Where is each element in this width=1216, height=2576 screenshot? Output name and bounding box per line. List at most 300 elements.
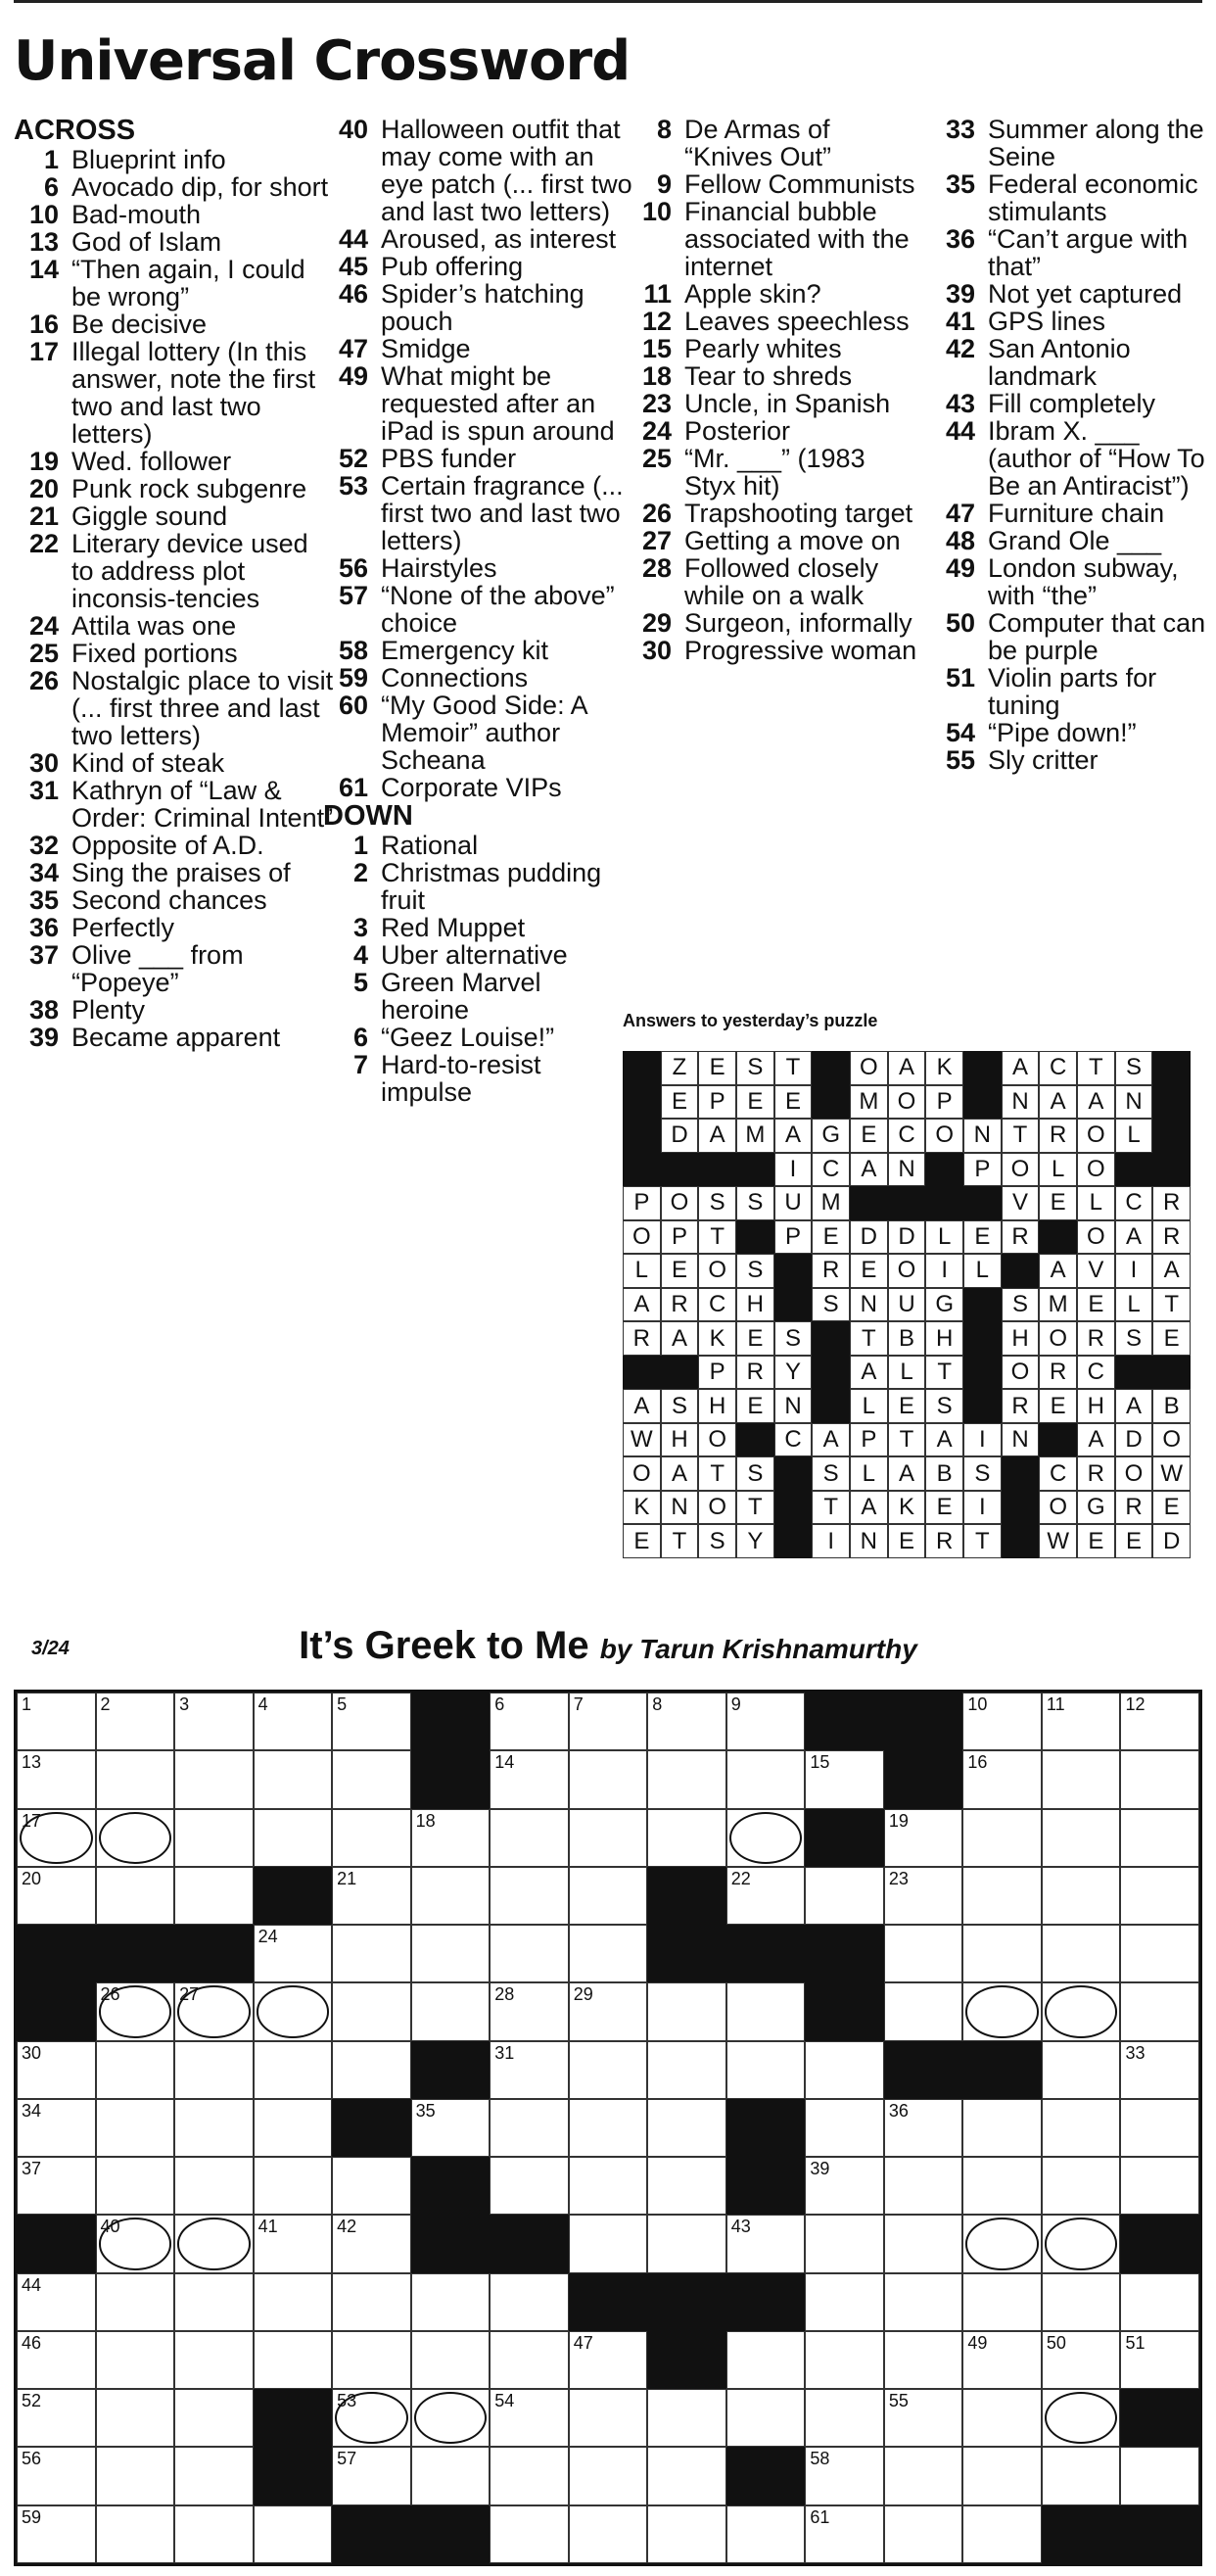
grid-cell[interactable] [332, 2389, 411, 2447]
grid-cell[interactable] [96, 1982, 175, 2040]
grid-cell[interactable] [411, 1982, 491, 2040]
clue-number: 23 [641, 389, 672, 418]
grid-cell[interactable] [805, 2389, 884, 2447]
clue-number: 39 [28, 1023, 59, 1052]
grid-cell[interactable] [490, 2389, 569, 2447]
cell-number: 57 [337, 2449, 357, 2469]
grid-cell[interactable] [17, 2099, 96, 2157]
grid-cell[interactable] [490, 2273, 569, 2331]
grid-cell[interactable] [490, 2447, 569, 2504]
grid-cell[interactable] [490, 1693, 569, 1750]
answer-cell: Z [661, 1051, 699, 1085]
down-clue [627, 308, 920, 335]
grid-cell[interactable] [647, 2389, 726, 2447]
grid-cell[interactable] [1120, 2099, 1199, 2157]
cell-number: 49 [967, 2332, 988, 2353]
grid-cell[interactable] [962, 2157, 1042, 2215]
clue-number: 8 [656, 115, 672, 144]
grid-cell[interactable] [1042, 1925, 1121, 1982]
grid-cell[interactable] [1042, 2157, 1121, 2215]
grid-cell[interactable] [174, 1809, 254, 1867]
grid-cell[interactable] [490, 2331, 569, 2389]
answer-black-square [736, 1423, 774, 1457]
black-square [805, 1925, 884, 1982]
grid-cell[interactable] [726, 1693, 806, 1750]
grid-cell[interactable] [647, 1750, 726, 1808]
grid-cell[interactable] [17, 1867, 96, 1925]
answer-cell: E [661, 1085, 699, 1120]
across-clue [14, 448, 337, 475]
black-square [569, 2273, 648, 2331]
grid-cell[interactable] [17, 2273, 96, 2331]
grid-cell[interactable] [332, 2331, 411, 2389]
grid-cell[interactable] [17, 2331, 96, 2389]
grid-cell[interactable] [884, 2389, 963, 2447]
answer-cell: L [888, 1356, 926, 1390]
cell-number: 8 [652, 1694, 663, 1714]
grid-cell[interactable] [805, 2041, 884, 2099]
grid-cell[interactable] [96, 2389, 175, 2447]
grid-cell[interactable] [254, 2041, 333, 2099]
grid-cell[interactable] [726, 2331, 806, 2389]
grid-cell[interactable] [490, 1809, 569, 1867]
clue-number: 9 [656, 169, 672, 199]
clue-number: 24 [641, 416, 672, 446]
down-clue [930, 390, 1209, 417]
grid-cell[interactable] [805, 1750, 884, 1808]
grid-cell[interactable] [884, 1925, 963, 1982]
grid-cell[interactable] [490, 1925, 569, 1982]
grid-cell[interactable] [254, 2099, 333, 2157]
puzzle-date: 3/24 [31, 1638, 70, 1659]
puzzle-title: It’s Greek to Me [299, 1624, 589, 1667]
down-clue [930, 170, 1209, 225]
clue-number: 15 [641, 334, 672, 363]
grid-cell[interactable] [411, 2331, 491, 2389]
answer-cell: T [661, 1524, 699, 1558]
grid-cell[interactable] [411, 2389, 491, 2447]
grid-cell[interactable] [805, 2157, 884, 2215]
clue-number: 5 [352, 968, 368, 997]
grid-cell[interactable] [254, 2505, 333, 2563]
grid-cell[interactable] [174, 2331, 254, 2389]
grid-cell[interactable] [1120, 1925, 1199, 1982]
cell-number: 10 [967, 1694, 988, 1714]
cell-number: 52 [22, 2391, 42, 2411]
grid-cell[interactable] [254, 2331, 333, 2389]
grid-cell[interactable] [726, 1750, 806, 1808]
grid-cell[interactable] [569, 2157, 648, 2215]
grid-cell[interactable] [96, 2447, 175, 2504]
grid-cell[interactable] [1120, 1867, 1199, 1925]
grid-cell[interactable] [1120, 1750, 1199, 1808]
grid-cell[interactable] [962, 2447, 1042, 2504]
crossword-grid[interactable] [14, 1690, 1202, 2566]
grid-cell[interactable] [411, 2273, 491, 2331]
clue-number: 3 [352, 913, 368, 942]
grid-cell[interactable] [569, 1750, 648, 1808]
grid-cell[interactable] [884, 2099, 963, 2157]
across-clue [14, 914, 337, 941]
grid-cell[interactable] [332, 2041, 411, 2099]
clue-number: 61 [338, 773, 368, 802]
down-clue [323, 941, 636, 969]
answer-black-square [812, 1321, 850, 1356]
grid-cell[interactable] [647, 2157, 726, 2215]
answer-cell: N [1002, 1423, 1040, 1457]
answer-black-square [963, 1186, 1002, 1220]
grid-cell[interactable] [490, 1867, 569, 1925]
grid-cell[interactable] [884, 2331, 963, 2389]
answer-cell: D [1152, 1524, 1191, 1558]
grid-cell[interactable] [1042, 2331, 1121, 2389]
grid-cell[interactable] [1120, 2041, 1199, 2099]
grid-cell[interactable] [174, 1750, 254, 1808]
grid-cell[interactable] [647, 2099, 726, 2157]
grid-cell[interactable] [254, 1750, 333, 1808]
grid-cell[interactable] [962, 1925, 1042, 1982]
answer-cell: A [812, 1423, 850, 1457]
grid-cell[interactable] [805, 2099, 884, 2157]
grid-cell[interactable] [569, 2389, 648, 2447]
grid-cell[interactable] [254, 1809, 333, 1867]
grid-cell[interactable] [17, 1809, 96, 1867]
black-square [884, 1750, 963, 1808]
grid-cell[interactable] [490, 2505, 569, 2563]
grid-cell[interactable] [174, 2157, 254, 2215]
grid-cell[interactable] [254, 2157, 333, 2215]
grid-cell[interactable] [726, 1809, 806, 1867]
grid-cell[interactable] [1120, 1693, 1199, 1750]
grid-cell[interactable] [805, 2447, 884, 2504]
grid-cell[interactable] [569, 2447, 648, 2504]
grid-cell[interactable] [254, 1982, 333, 2040]
answer-cell: S [812, 1456, 850, 1491]
grid-cell[interactable] [332, 2157, 411, 2215]
grid-cell[interactable] [569, 2331, 648, 2389]
grid-cell[interactable] [962, 1809, 1042, 1867]
across-clue [323, 253, 636, 280]
black-square [884, 2041, 963, 2099]
grid-cell[interactable] [569, 2215, 648, 2272]
grid-cell[interactable] [174, 1982, 254, 2040]
grid-cell[interactable] [332, 2273, 411, 2331]
grid-cell[interactable] [332, 1867, 411, 1925]
grid-cell[interactable] [805, 1867, 884, 1925]
grid-cell[interactable] [332, 1982, 411, 2040]
grid-cell[interactable] [254, 1693, 333, 1750]
grid-cell[interactable] [1042, 1809, 1121, 1867]
grid-cell[interactable] [647, 2215, 726, 2272]
grid-cell[interactable] [411, 1809, 491, 1867]
cell-number: 50 [1046, 2332, 1066, 2353]
grid-cell[interactable] [962, 2505, 1042, 2563]
answer-cell: N [1002, 1085, 1040, 1120]
grid-cell[interactable] [1042, 1982, 1121, 2040]
answer-cell: T [1152, 1288, 1191, 1322]
grid-cell[interactable] [17, 2157, 96, 2215]
clue-text: Pub offering [381, 252, 524, 281]
grid-cell[interactable] [332, 1809, 411, 1867]
grid-cell[interactable] [96, 1867, 175, 1925]
across-clue [14, 310, 337, 338]
grid-cell[interactable] [726, 2215, 806, 2272]
cell-number: 20 [22, 1868, 42, 1888]
clue-text: Trapshooting target [684, 499, 913, 528]
circle-marker [99, 1812, 172, 1864]
answer-cell: I [812, 1524, 850, 1558]
grid-cell[interactable] [17, 1750, 96, 1808]
black-square [1120, 2389, 1199, 2447]
grid-cell[interactable] [174, 2389, 254, 2447]
across-clue [323, 554, 636, 582]
across-clue [14, 612, 337, 640]
grid-cell[interactable] [174, 2447, 254, 2504]
grid-cell[interactable] [490, 2157, 569, 2215]
grid-cell[interactable] [1042, 1750, 1121, 1808]
grid-cell[interactable] [1042, 2099, 1121, 2157]
grid-cell[interactable] [1042, 2215, 1121, 2272]
answer-cell: P [623, 1186, 661, 1220]
black-square [1042, 2505, 1121, 2563]
answer-cell: O [1077, 1119, 1115, 1153]
grid-cell[interactable] [884, 2273, 963, 2331]
grid-cell[interactable] [96, 2215, 175, 2272]
grid-cell[interactable] [411, 1925, 491, 1982]
grid-cell[interactable] [174, 2099, 254, 2157]
grid-cell[interactable] [805, 2215, 884, 2272]
answer-cell: S [736, 1456, 774, 1491]
answer-cell: E [850, 1254, 888, 1288]
answer-black-square [1002, 1524, 1040, 1558]
grid-cell[interactable] [962, 2215, 1042, 2272]
grid-cell[interactable] [962, 2273, 1042, 2331]
clue-number: 16 [28, 310, 59, 339]
grid-cell[interactable] [805, 2331, 884, 2389]
grid-cell[interactable] [490, 2099, 569, 2157]
grid-cell[interactable] [96, 1750, 175, 1808]
answer-cell: L [1115, 1288, 1153, 1322]
grid-cell[interactable] [1120, 1982, 1199, 2040]
grid-cell[interactable] [962, 2331, 1042, 2389]
grid-cell[interactable] [884, 2157, 963, 2215]
grid-cell[interactable] [1120, 2157, 1199, 2215]
grid-cell[interactable] [884, 2447, 963, 2504]
across-clue [14, 256, 337, 310]
clue-text: Tear to shreds [684, 361, 853, 391]
grid-cell[interactable] [411, 1867, 491, 1925]
grid-cell[interactable] [805, 2505, 884, 2563]
grid-cell[interactable] [96, 2505, 175, 2563]
grid-cell[interactable] [96, 1809, 175, 1867]
cell-number: 33 [1125, 2042, 1146, 2063]
grid-cell[interactable] [490, 1982, 569, 2040]
grid-cell[interactable] [96, 2157, 175, 2215]
clue-number: 10 [641, 197, 672, 226]
answer-cell: A [774, 1119, 813, 1153]
clue-number: 26 [28, 666, 59, 695]
grid-cell[interactable] [569, 1809, 648, 1867]
grid-cell[interactable] [332, 1925, 411, 1982]
grid-cell[interactable] [174, 2273, 254, 2331]
clue-text: London subway, with “the” [988, 553, 1179, 610]
grid-cell[interactable] [17, 2389, 96, 2447]
grid-cell[interactable] [647, 1982, 726, 2040]
grid-cell[interactable] [962, 1750, 1042, 1808]
grid-cell[interactable] [726, 2389, 806, 2447]
grid-cell[interactable] [332, 2215, 411, 2272]
grid-cell[interactable] [962, 1867, 1042, 1925]
clue-text: “Then again, I could be wrong” [71, 255, 305, 311]
grid-cell[interactable] [96, 1693, 175, 1750]
answer-cell: P [698, 1356, 736, 1390]
grid-cell[interactable] [96, 2041, 175, 2099]
answer-cell: A [850, 1153, 888, 1187]
clue-number: 19 [28, 447, 59, 476]
grid-cell[interactable] [1042, 2389, 1121, 2447]
grid-cell[interactable] [174, 2505, 254, 2563]
grid-cell[interactable] [254, 1925, 333, 1982]
answer-cell: R [1152, 1186, 1191, 1220]
grid-cell[interactable] [647, 2505, 726, 2563]
grid-cell[interactable] [569, 1982, 648, 2040]
grid-cell[interactable] [962, 2389, 1042, 2447]
answer-cell: W [1039, 1524, 1077, 1558]
answer-cell: A [850, 1491, 888, 1525]
answer-cell: I [963, 1491, 1002, 1525]
grid-cell[interactable] [17, 1693, 96, 1750]
clue-text: Connections [381, 663, 529, 692]
grid-cell[interactable] [884, 2505, 963, 2563]
grid-cell[interactable] [884, 1982, 963, 2040]
grid-cell[interactable] [884, 2215, 963, 2272]
answer-black-square [1002, 1491, 1040, 1525]
grid-cell[interactable] [647, 1809, 726, 1867]
grid-cell[interactable] [96, 2331, 175, 2389]
cell-number: 42 [337, 2217, 357, 2237]
grid-cell[interactable] [411, 2099, 491, 2157]
grid-cell[interactable] [569, 1867, 648, 1925]
answer-cell: E [623, 1524, 661, 1558]
grid-cell[interactable] [962, 1693, 1042, 1750]
grid-cell[interactable] [647, 2447, 726, 2504]
grid-cell[interactable] [569, 2505, 648, 2563]
grid-cell[interactable] [1042, 2041, 1121, 2099]
grid-cell[interactable] [884, 1809, 963, 1867]
grid-cell[interactable] [490, 2041, 569, 2099]
cell-number: 7 [573, 1694, 584, 1714]
grid-cell[interactable] [1120, 1809, 1199, 1867]
down-clue [323, 914, 636, 941]
grid-cell[interactable] [254, 2273, 333, 2331]
grid-cell[interactable] [569, 2041, 648, 2099]
answer-cell: E [925, 1491, 963, 1525]
cell-number: 37 [22, 2159, 42, 2179]
grid-cell[interactable] [254, 2215, 333, 2272]
grid-cell[interactable] [1042, 1867, 1121, 1925]
answer-cell: R [1039, 1119, 1077, 1153]
grid-cell[interactable] [1120, 2331, 1199, 2389]
clue-number: 27 [641, 526, 672, 555]
answer-cell: N [850, 1524, 888, 1558]
black-square [332, 2099, 411, 2157]
cell-number: 18 [415, 1810, 436, 1831]
black-square [411, 1750, 491, 1808]
answer-cell: N [963, 1119, 1002, 1153]
grid-cell[interactable] [726, 1867, 806, 1925]
grid-cell[interactable] [174, 1867, 254, 1925]
answer-black-square [623, 1119, 661, 1153]
grid-cell[interactable] [17, 2041, 96, 2099]
grid-cell[interactable] [17, 2505, 96, 2563]
grid-cell[interactable] [96, 2099, 175, 2157]
circle-marker [257, 1985, 330, 2037]
grid-cell[interactable] [726, 2505, 806, 2563]
grid-cell[interactable] [174, 1693, 254, 1750]
grid-cell[interactable] [174, 2215, 254, 2272]
circle-marker [965, 2218, 1039, 2269]
clue-text: Sly critter [988, 745, 1099, 775]
clue-text: Bad-mouth [71, 200, 202, 229]
grid-cell[interactable] [962, 2099, 1042, 2157]
grid-cell[interactable] [490, 1750, 569, 1808]
grid-cell[interactable] [1120, 2273, 1199, 2331]
answer-cell: Y [736, 1524, 774, 1558]
answer-cell: W [623, 1423, 661, 1457]
answer-cell: T [1077, 1051, 1115, 1085]
answer-cell: R [1077, 1456, 1115, 1491]
grid-cell[interactable] [1042, 2447, 1121, 2504]
grid-cell[interactable] [411, 2447, 491, 2504]
grid-cell[interactable] [1042, 1693, 1121, 1750]
grid-cell[interactable] [569, 1925, 648, 1982]
grid-cell[interactable] [569, 1693, 648, 1750]
answer-cell: C [774, 1423, 813, 1457]
grid-cell[interactable] [332, 2447, 411, 2504]
grid-cell[interactable] [647, 1693, 726, 1750]
grid-cell[interactable] [96, 2273, 175, 2331]
grid-cell[interactable] [805, 2273, 884, 2331]
clue-number: 42 [945, 334, 975, 363]
answer-cell: E [1115, 1524, 1153, 1558]
clue-text: PBS funder [381, 444, 517, 473]
grid-cell[interactable] [726, 2041, 806, 2099]
answer-cell: S [661, 1389, 699, 1423]
answer-cell: A [1115, 1220, 1153, 1255]
grid-cell[interactable] [962, 1982, 1042, 2040]
grid-cell[interactable] [647, 2041, 726, 2099]
clue-number: 26 [641, 499, 672, 528]
grid-cell[interactable] [726, 1982, 806, 2040]
grid-cell[interactable] [332, 1750, 411, 1808]
answer-cell: L [925, 1220, 963, 1255]
grid-cell[interactable] [569, 2099, 648, 2157]
grid-cell[interactable] [1120, 2447, 1199, 2504]
grid-cell[interactable] [17, 2447, 96, 2504]
down-clue [627, 390, 920, 417]
grid-cell[interactable] [884, 1867, 963, 1925]
down-clue [930, 335, 1209, 390]
answer-black-square [963, 1051, 1002, 1085]
answer-cell: S [736, 1254, 774, 1288]
grid-cell[interactable] [174, 2041, 254, 2099]
answer-cell: M [812, 1186, 850, 1220]
grid-cell[interactable] [332, 1693, 411, 1750]
grid-cell[interactable] [1042, 2273, 1121, 2331]
answer-cell: L [1115, 1119, 1153, 1153]
clue-text: Aroused, as interest [381, 224, 617, 254]
answer-cell: R [736, 1356, 774, 1390]
